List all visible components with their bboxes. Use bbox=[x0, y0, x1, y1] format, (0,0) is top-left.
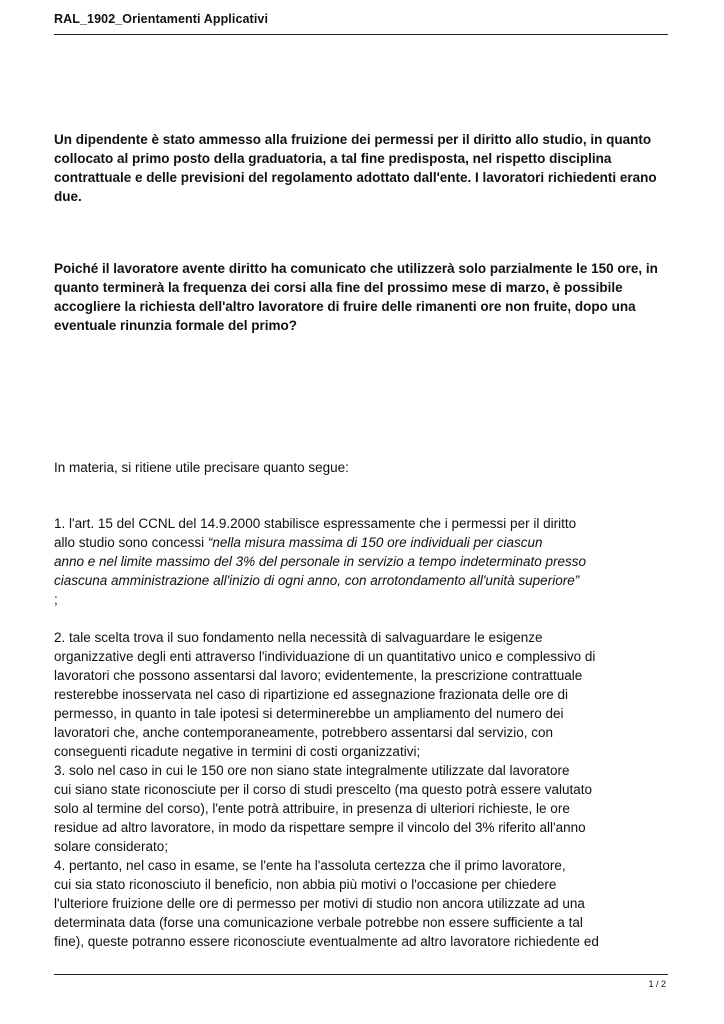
answer-point-3: 3. solo nel caso in cui le 150 ore non siano state integralmente utilizzate dal lavoratore cui siano state riconosciute per il corso di studi prescelto (ma questo potrà essere valutato solo al termine del corso), l'ente potrà attribuire, in presenza di ulteriori richieste, le ore residue ad altro lavoratore, in modo da rispettare sempre il vincolo del 3% riferito all'anno solare considerato; bbox=[54, 763, 593, 854]
answer-point-1-text: 1. l'art. 15 del CCNL del 14.9.2000 stabilisce espressamente che i permessi per il diritto allo studio sono concessi bbox=[54, 516, 577, 550]
answer-point-4: 4. pertanto, nel caso in esame, se l'ente ha l'assoluta certezza che il primo lavoratore, cui sia stato riconosciuto il beneficio, non abbia più motivi o l'occasione per chiedere l'ulteriore fruizione delle ore di permesso per motivi di studio non ancora utilizzate ad una determinata data (forse una comunicazione verbale potrebbe non essere sufficiente a tal fine), queste potranno essere riconosciute eventualmente ad altro lavoratore richiedente ed bbox=[54, 858, 599, 949]
answer-intro: In materia, si ritiene utile precisare quanto segue: bbox=[54, 460, 349, 475]
document-title: RAL_1902_Orientamenti Applicativi bbox=[54, 12, 269, 26]
answer-point-1-quote: “nella misura massima di 150 ore individuali per ciascun anno e nel limite massimo del 3% del personale in servizio a tempo indeterminato presso ciascuna amministrazione all'inizio di ogni anno, con arrotondamento all'unità superiore” bbox=[54, 535, 587, 588]
header-divider bbox=[54, 34, 668, 35]
page-number: 1 / 2 bbox=[648, 979, 666, 989]
answer-point-2: 2. tale scelta trova il suo fondamento nella necessità di salvaguardare le esigenze organizzative degli enti attraverso l'individuazione di un quantitativo unico e complessivo di lavoratori che possono assentarsi dal lavoro; evidentemente, la prescrizione contrattuale resterebbe inosservata nel caso di ripartizione ed assegnazione frazionata delle ore di permesso, in quanto in tale ipotesi si determinerebbe un ampliamento del numero dei lavoratori che, anche contemporaneamente, potrebbero assentarsi dal servizio, con conseguenti ricadute negative in termini di costi organizzativi; bbox=[54, 630, 596, 759]
question-paragraph-2: Poiché il lavoratore avente diritto ha comunicato che utilizzerà solo parzialmente le 150 ore, in quanto terminerà la frequenza dei corsi alla fine del prossimo mese di marzo, è possibile accogliere la richiesta dell'altro lavoratore di fruire delle rimanenti ore non fruite, dopo una eventuale rinunzia formale del primo? bbox=[54, 261, 658, 333]
answer-point-1 bbox=[54, 514, 674, 609]
answer-points-list bbox=[54, 514, 674, 951]
question-paragraph-1: Un dipendente è stato ammesso alla fruizione dei permessi per il diritto allo studio, in quanto collocato al primo posto della graduatoria, a tal fine predisposta, nel rispetto disciplina contrattuale e delle previsioni del regolamento adottato dall'ente. I lavoratori richiedenti erano due. bbox=[54, 132, 657, 204]
footer-divider bbox=[54, 974, 668, 975]
answer-point-1-tail: ; bbox=[54, 592, 58, 607]
